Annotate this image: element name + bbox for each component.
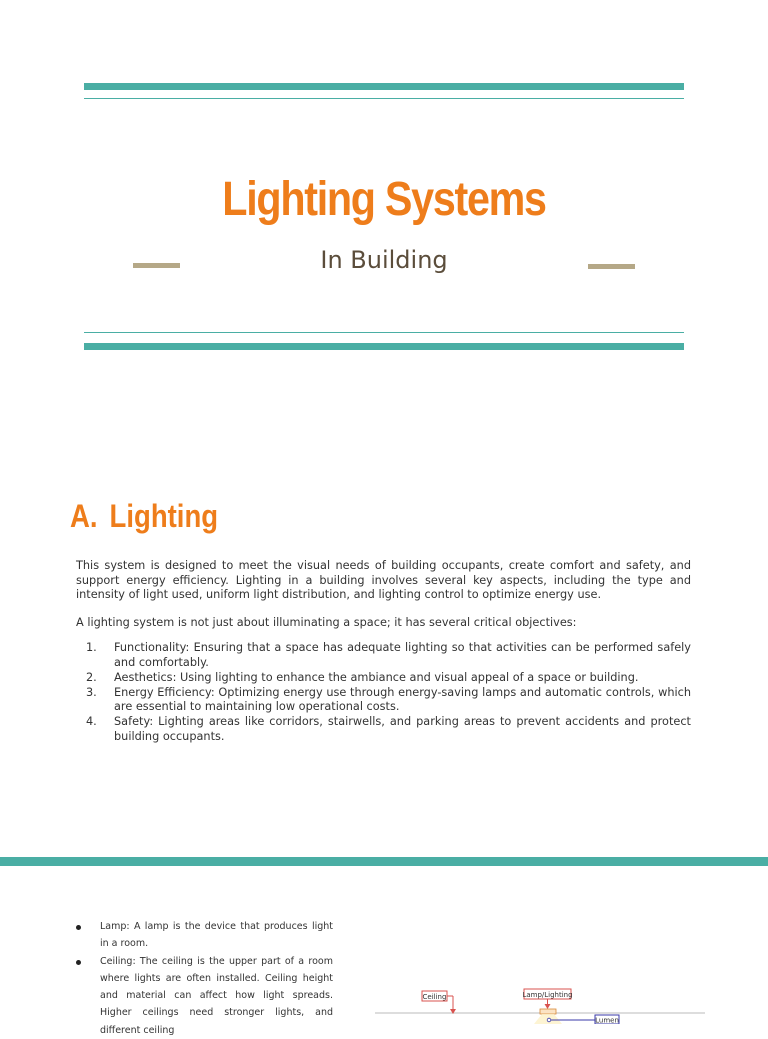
section-heading: [70, 498, 218, 535]
page-title: Lighting Systems: [222, 173, 546, 226]
lamp-icon: [540, 1009, 556, 1014]
list-text: Safety: Lighting areas like corridors, stairwells, and parking areas to prevent accidents and protect building occupants.: [114, 715, 691, 744]
lumen-anchor: [547, 1018, 551, 1022]
intro-paragraph: This system is designed to meet the visual needs of building occupants, create comfort and safety, and support energy efficiency. Lighting in a building involves several key aspects, including the type and intensity of light used, uniform light distribution, and lighting control to optimize energy use.: [76, 559, 691, 602]
list-item: [76, 686, 691, 715]
list-number: 4.: [86, 715, 97, 729]
list-number: 2.: [86, 670, 97, 684]
components-list: [76, 918, 333, 1039]
page-divider: [0, 857, 768, 866]
page-subtitle: In Building: [320, 246, 448, 274]
section-title: Lighting: [109, 498, 219, 534]
list-text: Energy Efficiency: Optimizing energy use through energy-saving lamps and automatic controls, which are essential to maintaining low operational costs.: [114, 685, 691, 714]
list-item: [76, 641, 691, 670]
lighting-diagram-svg: [370, 985, 710, 1024]
list-item: [76, 671, 691, 686]
lighting-diagram: [370, 985, 710, 1024]
lumen-label: Lumen: [595, 1016, 619, 1024]
lamp-arrowhead: [545, 1004, 551, 1009]
objectives-list: [76, 641, 691, 745]
list-item: [76, 953, 333, 1039]
list-number: 3.: [86, 685, 97, 699]
bullet-icon: [76, 925, 81, 930]
bottom-thin-rule: [84, 332, 684, 333]
list-text: Aesthetics: Using lighting to enhance the ambiance and visual appeal of a space or building.: [114, 670, 639, 684]
top-thin-rule: [84, 98, 684, 99]
list-number: 1.: [86, 641, 97, 654]
list-item: [76, 715, 691, 744]
list-text: Functionality: Ensuring that a space has adequate lighting so that activities can be performed safely and comfortably.: [114, 641, 691, 669]
list-text: Lamp: A lamp is the device that produces light in a room.: [100, 921, 333, 950]
section-number: A.: [70, 498, 98, 534]
lamp-label: Lamp/Lighting: [522, 991, 573, 999]
bullet-icon: [76, 960, 81, 965]
bottom-thick-rule: [84, 343, 684, 350]
top-thick-rule: [84, 83, 684, 90]
objectives-lead: A lighting system is not just about illuminating a space; it has several critical objectives:: [76, 616, 577, 629]
ceiling-label: Ceiling: [422, 993, 447, 1001]
list-item: [76, 918, 333, 953]
right-gold-dash: [588, 264, 635, 269]
list-text: Ceiling: The ceiling is the upper part of a room where lights are often installed. Ceiling height and material can affect how light spreads. Higher ceilings need stronger lights, and different ceiling: [100, 955, 333, 1036]
